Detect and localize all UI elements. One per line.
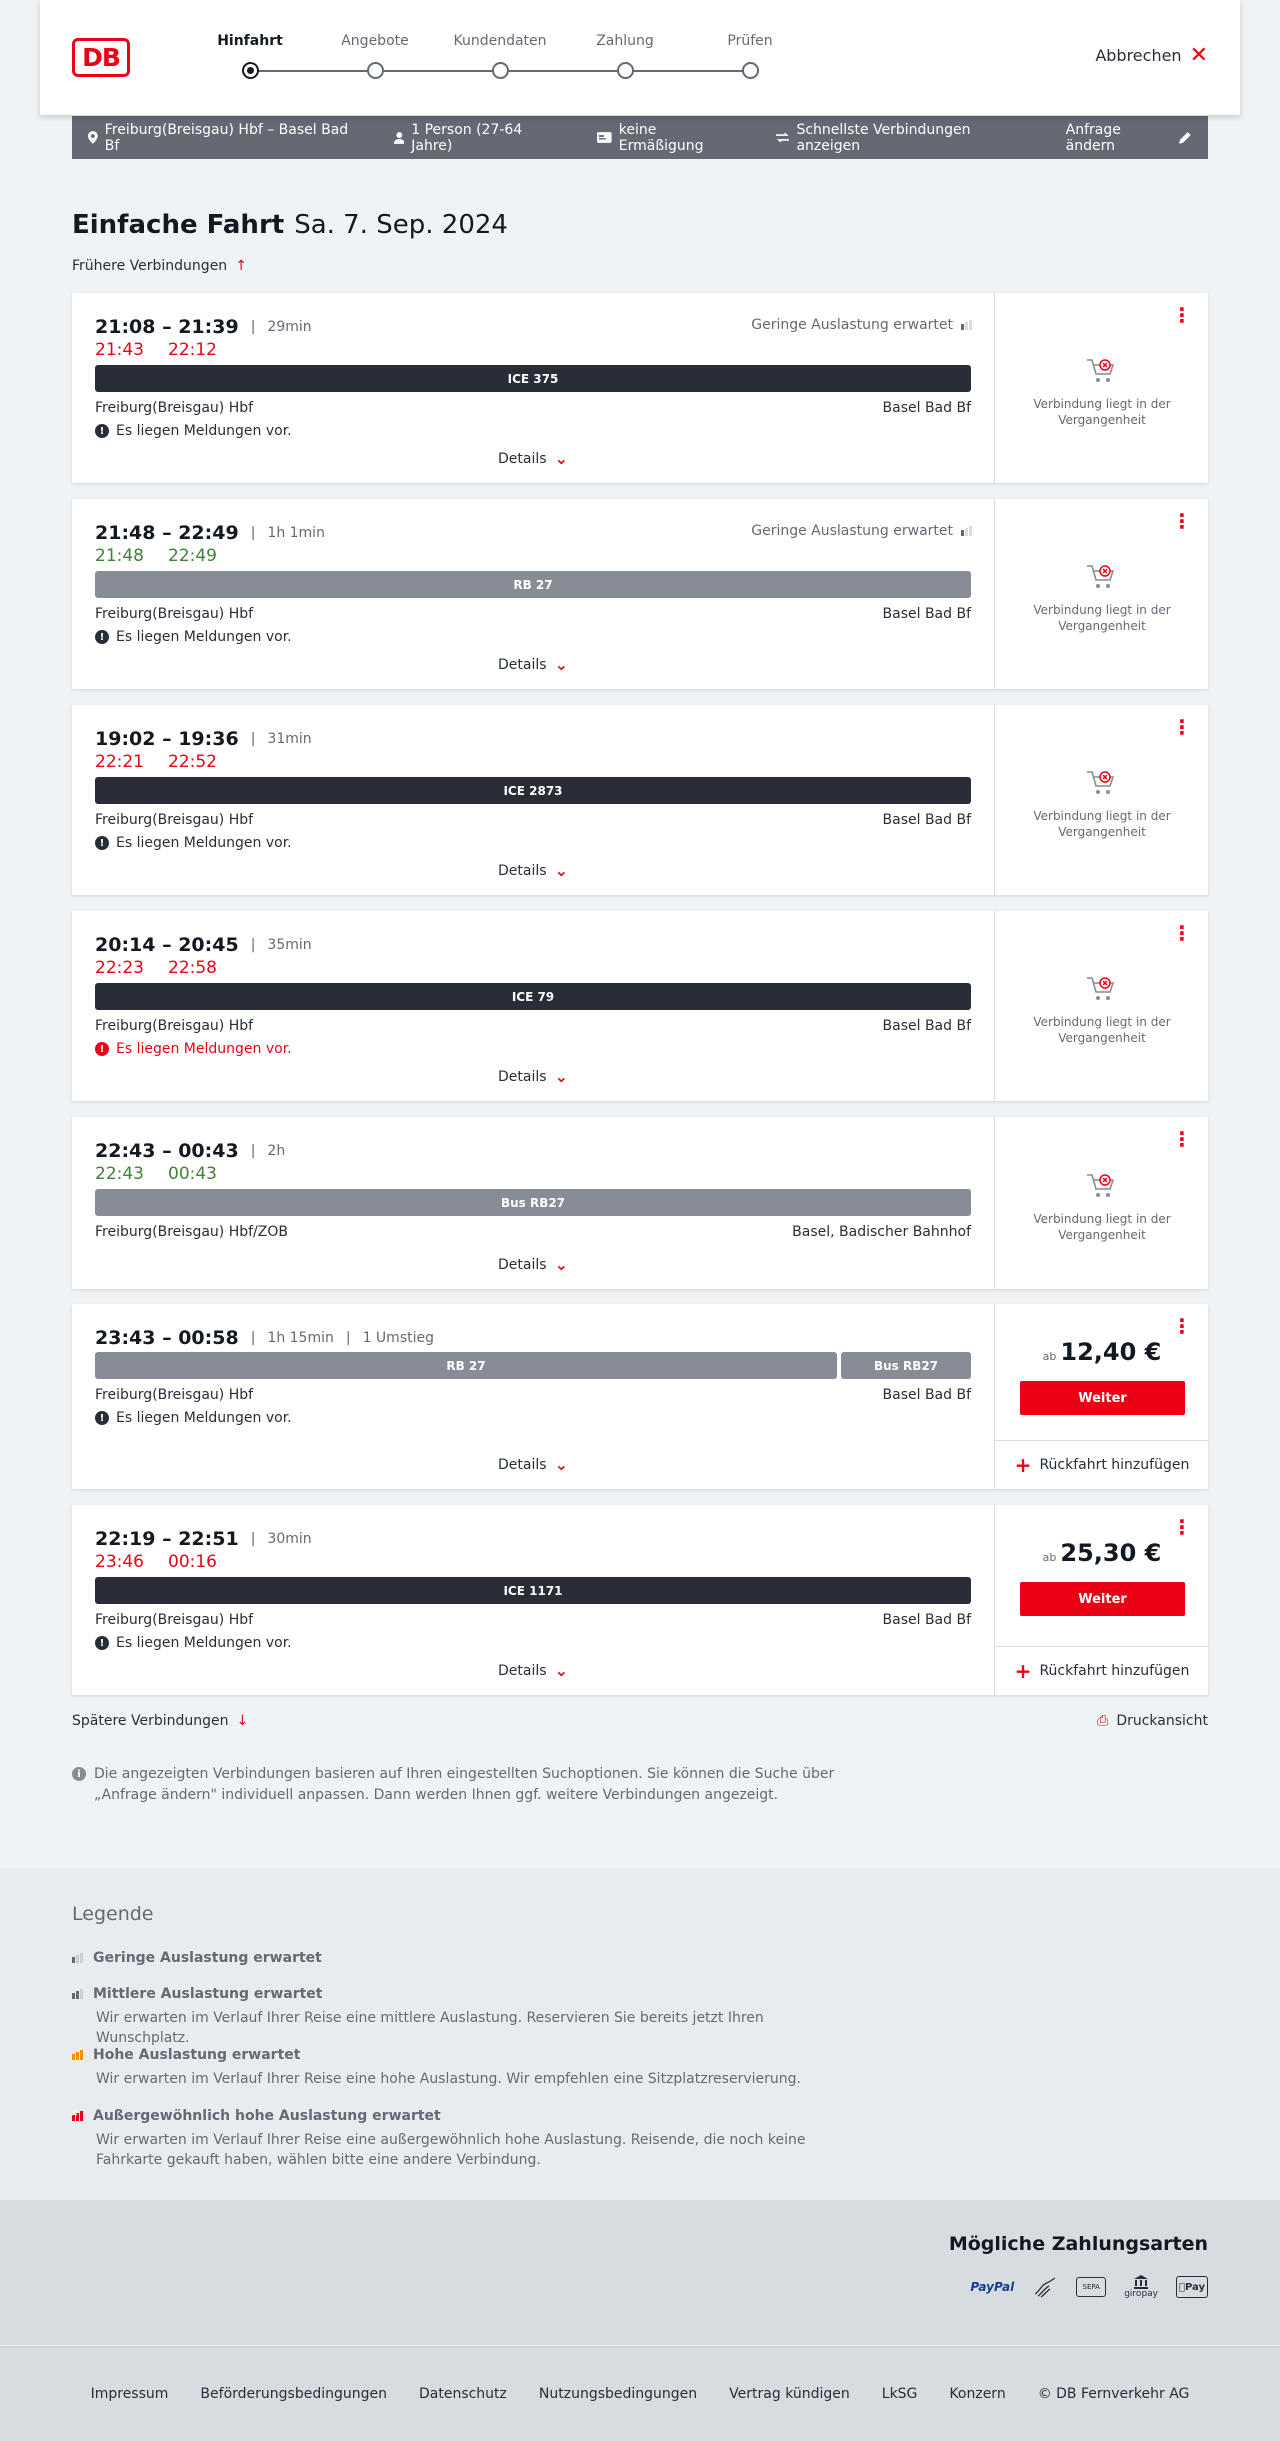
train-segment[interactable]: Bus RB27: [841, 1352, 971, 1379]
past-connection-info: [995, 562, 1209, 634]
occupancy-level-icon: [72, 2050, 83, 2060]
past-connection-info: [995, 974, 1209, 1046]
print-view-link[interactable]: [1097, 1713, 1208, 1729]
connection-card[interactable]: [72, 1117, 1208, 1289]
connection-times: [95, 728, 312, 750]
planned-times: 22:43 – 00:43: [95, 1140, 239, 1162]
duration: 1h 15min: [267, 1330, 334, 1346]
train-segments: [95, 571, 971, 598]
info-icon: i: [72, 1767, 86, 1781]
continue-button[interactable]: Weiter: [1020, 1381, 1185, 1415]
past-connection-text: Verbindung liegt in der Vergangenheit: [1033, 1015, 1171, 1045]
step-4-label: Zahlung: [596, 33, 654, 49]
legend-item: [72, 2108, 836, 2170]
connection-times: [95, 1528, 312, 1550]
destination-station: Basel Bad Bf: [882, 1387, 971, 1403]
connection-times: [95, 1140, 285, 1162]
footer-link[interactable]: Impressum: [90, 2386, 169, 2402]
occupancy-low-icon: [961, 526, 972, 536]
offer-panel: [994, 1505, 1208, 1695]
train-segments: [95, 1577, 971, 1604]
offer-panel: [994, 705, 1208, 895]
connection-card[interactable]: [72, 1505, 1208, 1695]
divider: |: [345, 1330, 351, 1346]
duration: 35min: [267, 937, 312, 953]
step-1-marker: [242, 62, 259, 79]
details-toggle[interactable]: [72, 1661, 994, 1680]
edit-request-button[interactable]: [1066, 122, 1192, 154]
notice-text: Es liegen Meldungen vor.: [116, 835, 292, 851]
notice-message[interactable]: [95, 1410, 292, 1426]
info-text: Die angezeigten Verbindungen basieren auf Ihren eingestellten Suchoptionen. Sie können die Suche über „Anfrage ändern" individuell anpassen. Dann werden Ihnen ggf. weitere Verbindungen angezeigt.: [94, 1766, 835, 1803]
connection-times: [95, 1327, 434, 1349]
price: [995, 1539, 1209, 1567]
legend-heading: Legende: [72, 1903, 154, 1925]
realtime-times: [95, 340, 217, 360]
chevron-down-icon: ⌄: [554, 1455, 568, 1474]
alert-icon: !: [95, 1042, 109, 1056]
destination-station: Basel Bad Bf: [882, 1018, 971, 1034]
details-toggle[interactable]: [72, 1455, 994, 1474]
stations: [95, 1612, 971, 1628]
realtime-arrival: 00:43: [168, 1164, 217, 1184]
realtime-arrival: 22:52: [168, 752, 217, 772]
notice-message[interactable]: [95, 1635, 292, 1651]
connection-info: [72, 1505, 994, 1695]
chevron-down-icon: ⌄: [554, 861, 568, 880]
past-connection-text: Verbindung liegt in der Vergangenheit: [1033, 397, 1171, 427]
duration: 29min: [267, 319, 312, 335]
realtime-departure: 21:48: [95, 546, 144, 566]
more-options-icon[interactable]: ⋮: [1172, 1515, 1192, 1539]
connection-info: [72, 705, 994, 895]
header: [40, 0, 1240, 115]
swap-arrows-icon: [776, 132, 790, 143]
origin-station: Freiburg(Breisgau) Hbf/ZOB: [95, 1224, 288, 1240]
step-2-marker: [367, 62, 384, 79]
edit-request-label: Anfrage ändern: [1065, 121, 1121, 154]
cart-unavailable-icon: [1085, 1171, 1119, 1201]
past-connection-info: [995, 356, 1209, 428]
summary-route: [88, 122, 360, 154]
occupancy-label: Geringe Auslastung erwartet: [751, 523, 953, 539]
connection-info: [72, 499, 994, 689]
plus-icon: +: [1014, 1453, 1032, 1477]
trip-date: Sa. 7. Sep. 2024: [294, 210, 508, 240]
origin-station: Freiburg(Breisgau) Hbf: [95, 812, 254, 828]
discount-text: keine Ermäßigung: [618, 121, 704, 154]
notice-message[interactable]: [95, 1041, 292, 1057]
notice-text: Es liegen Meldungen vor.: [116, 1635, 292, 1651]
alert-icon: !: [95, 1636, 109, 1650]
continue-button[interactable]: Weiter: [1020, 1582, 1185, 1616]
details-label: Details: [498, 450, 547, 467]
train-segments: [95, 1189, 971, 1216]
connection-card[interactable]: [72, 499, 1208, 689]
offer-panel: [994, 1117, 1208, 1289]
connection-card[interactable]: [72, 1304, 1208, 1489]
offer-panel: [994, 499, 1208, 689]
divider: |: [250, 525, 256, 541]
more-options-icon[interactable]: ⋮: [1172, 303, 1192, 327]
planned-times: 20:14 – 20:45: [95, 934, 239, 956]
train-segment[interactable]: ICE 2873: [95, 777, 971, 804]
step-1-label: Hinfahrt: [217, 33, 283, 49]
footer-link[interactable]: © DB Fernverkehr AG: [1037, 2386, 1190, 2402]
stations: [95, 1224, 971, 1240]
details-label: Details: [498, 1662, 547, 1679]
details-toggle[interactable]: [72, 655, 994, 674]
train-segment[interactable]: ICE 79: [95, 983, 971, 1010]
chevron-down-icon: ⌄: [554, 1661, 568, 1680]
cart-unavailable-icon: [1085, 974, 1119, 1004]
connection-card[interactable]: [72, 293, 1208, 483]
legend-title: Hohe Auslastung erwartet: [93, 2047, 301, 2063]
occupancy-low-icon: [961, 320, 972, 330]
footer-link[interactable]: Datenschutz: [418, 2386, 507, 2402]
legend-item: [72, 1950, 322, 1966]
step-5-marker: [742, 62, 759, 79]
cancel-button[interactable]: [1095, 42, 1208, 68]
info-note: [72, 1764, 872, 1806]
more-options-icon[interactable]: ⋮: [1172, 509, 1192, 533]
occupancy-info: [751, 317, 972, 333]
connection-times: [95, 522, 325, 544]
connection-info: [72, 911, 994, 1101]
search-summary-bar: [72, 116, 1208, 159]
divider: |: [250, 1143, 256, 1159]
details-toggle[interactable]: [72, 1067, 994, 1086]
step-5-label: Prüfen: [727, 33, 773, 49]
stations: [95, 1387, 971, 1403]
details-toggle[interactable]: [72, 449, 994, 468]
connection-card[interactable]: [72, 705, 1208, 895]
stations: [95, 400, 971, 416]
persons-text: 1 Person (27-64 Jahre): [411, 121, 523, 154]
train-segment[interactable]: RB 27: [95, 571, 971, 598]
price-value: 12,40 €: [1060, 1338, 1162, 1366]
details-toggle[interactable]: [72, 1255, 994, 1274]
chevron-down-icon: ⌄: [554, 1067, 568, 1086]
fastest-text: Schnellste Verbindungen anzeigen: [796, 121, 971, 154]
divider: |: [250, 937, 256, 953]
more-options-icon[interactable]: ⋮: [1172, 715, 1192, 739]
details-label: Details: [498, 1456, 547, 1473]
connection-info: [72, 1117, 994, 1289]
connection-card[interactable]: [72, 911, 1208, 1101]
chevron-down-icon: ⌄: [554, 655, 568, 674]
alert-icon: !: [95, 630, 109, 644]
destination-station: Basel Bad Bf: [882, 400, 971, 416]
train-segments: [95, 1352, 971, 1379]
more-options-icon[interactable]: ⋮: [1172, 921, 1192, 945]
alert-icon: !: [95, 836, 109, 850]
giropay-icon: giropay: [1124, 2272, 1158, 2302]
past-connection-text: Verbindung liegt in der Vergangenheit: [1033, 809, 1171, 839]
offer-panel: [994, 911, 1208, 1101]
train-segments: [95, 777, 971, 804]
notice-text: Es liegen Meldungen vor.: [116, 629, 292, 645]
db-logo[interactable]: DB: [72, 38, 130, 77]
trip-type: Einfache Fahrt: [72, 210, 285, 240]
connection-times: [95, 934, 312, 956]
add-return-trip-button[interactable]: [995, 1440, 1209, 1489]
chevron-down-icon: ⌄: [554, 1255, 568, 1274]
planned-times: 23:43 – 00:58: [95, 1327, 239, 1349]
earlier-connections-link[interactable]: [72, 258, 247, 274]
person-icon: [394, 132, 405, 144]
realtime-departure: 22:21: [95, 752, 144, 772]
planned-times: 21:48 – 22:49: [95, 522, 239, 544]
step-3-marker: [492, 62, 509, 79]
printer-icon: ⎙: [1097, 1713, 1109, 1729]
add-return-label: Rückfahrt hinzufügen: [1039, 1457, 1190, 1473]
connection-times: [95, 316, 312, 338]
credit-card-icon: [1032, 2275, 1058, 2299]
earlier-label: Frühere Verbindungen: [72, 258, 228, 274]
footer-link[interactable]: Beförderungsbedingungen: [200, 2386, 387, 2402]
route-text: Freiburg(Breisgau) Hbf – Basel Bad Bf: [104, 121, 349, 154]
print-label: Druckansicht: [1116, 1713, 1208, 1729]
alert-icon: !: [95, 424, 109, 438]
origin-station: Freiburg(Breisgau) Hbf: [95, 1387, 254, 1403]
past-connection-text: Verbindung liegt in der Vergangenheit: [1033, 603, 1171, 633]
occupancy-level-icon: [72, 1953, 83, 1963]
price-value: 25,30 €: [1060, 1539, 1162, 1567]
realtime-times: [95, 1552, 217, 1572]
details-label: Details: [498, 862, 547, 879]
later-connections-link[interactable]: [72, 1713, 248, 1729]
payment-section: [0, 2200, 1280, 2345]
train-segments: [95, 983, 971, 1010]
destination-station: Basel Bad Bf: [882, 606, 971, 622]
train-segment[interactable]: Bus RB27: [95, 1189, 971, 1216]
past-connection-info: [995, 1171, 1209, 1243]
duration: 31min: [267, 731, 312, 747]
notice-message[interactable]: [95, 423, 292, 439]
bahncard-icon: [597, 132, 612, 143]
origin-station: Freiburg(Breisgau) Hbf: [95, 606, 254, 622]
legend-title: Geringe Auslastung erwartet: [93, 1950, 322, 1966]
realtime-arrival: 22:12: [168, 340, 217, 360]
cart-unavailable-icon: [1085, 356, 1119, 386]
legend-item: [72, 2047, 836, 2089]
stations: [95, 1018, 971, 1034]
footer: [0, 2346, 1280, 2441]
more-options-icon[interactable]: ⋮: [1172, 1127, 1192, 1151]
stations: [95, 812, 971, 828]
divider: |: [250, 1330, 256, 1346]
train-segment[interactable]: RB 27: [95, 1352, 837, 1379]
realtime-departure: 22:23: [95, 958, 144, 978]
payment-methods: [970, 2272, 1208, 2302]
notice-text: Es liegen Meldungen vor.: [116, 423, 292, 439]
destination-station: Basel Bad Bf: [882, 1612, 971, 1628]
chevron-down-icon: ⌄: [554, 449, 568, 468]
more-options-icon[interactable]: ⋮: [1172, 1314, 1192, 1338]
planned-times: 22:19 – 22:51: [95, 1528, 239, 1550]
legend-description: Wir erwarten im Verlauf Ihrer Reise eine außergewöhnlich hohe Auslastung. Reisende, die noch keine Fahrkarte gekauft haben, wählen bitte eine andere Verbindung.: [96, 2132, 806, 2168]
origin-station: Freiburg(Breisgau) Hbf: [95, 400, 254, 416]
duration: 2h: [267, 1143, 286, 1159]
connection-info: [72, 1304, 994, 1489]
origin-station: Freiburg(Breisgau) Hbf: [95, 1018, 254, 1034]
step-4-marker: [617, 62, 634, 79]
planned-times: 21:08 – 21:39: [95, 316, 239, 338]
occupancy-info: [751, 523, 972, 539]
plus-icon: +: [1014, 1659, 1032, 1683]
price-prefix: ab: [1042, 1350, 1057, 1363]
duration: 30min: [267, 1531, 312, 1547]
occupancy-level-icon: [72, 1989, 83, 1999]
realtime-times: [95, 752, 217, 772]
price: [995, 1338, 1209, 1366]
paypal-icon: PayPal: [970, 2280, 1015, 2294]
legend-title: Außergewöhnlich hohe Auslastung erwartet: [93, 2108, 441, 2124]
details-toggle[interactable]: [72, 861, 994, 880]
step-2-label: Angebote: [341, 33, 409, 49]
details-label: Details: [498, 656, 547, 673]
footer-link[interactable]: Nutzungsbedingungen: [538, 2386, 698, 2402]
realtime-times: [95, 1164, 217, 1184]
realtime-times: [95, 546, 217, 566]
origin-station: Freiburg(Breisgau) Hbf: [95, 1612, 254, 1628]
alert-icon: !: [95, 1411, 109, 1425]
realtime-departure: 22:43: [95, 1164, 144, 1184]
summary-persons: [394, 122, 564, 154]
details-label: Details: [498, 1256, 547, 1273]
footer-link[interactable]: Vertrag kündigen: [729, 2386, 850, 2402]
destination-station: Basel Bad Bf: [882, 812, 971, 828]
legend-description: Wir erwarten im Verlauf Ihrer Reise eine hohe Auslastung. Wir empfehlen eine Sitzplatzreservierung.: [96, 2071, 801, 2087]
past-connection-info: [995, 768, 1209, 840]
payment-heading: Mögliche Zahlungsarten: [948, 2233, 1208, 2255]
legend-section: [0, 1868, 1280, 2200]
connection-info: [72, 293, 994, 483]
cart-unavailable-icon: [1085, 562, 1119, 592]
realtime-arrival: 00:16: [168, 1552, 217, 1572]
progress-steps: [210, 0, 773, 115]
legend-description: Wir erwarten im Verlauf Ihrer Reise eine mittlere Auslastung. Reservieren Sie bereits jetzt Ihren Wunschplatz.: [96, 2010, 764, 2046]
apple-pay-icon: Pay: [1176, 2276, 1208, 2298]
location-pin-icon: [88, 131, 98, 144]
notice-text: Es liegen Meldungen vor.: [116, 1410, 292, 1426]
legend-title: Mittlere Auslastung erwartet: [93, 1986, 323, 2002]
summary-discount: [597, 122, 742, 154]
notice-message[interactable]: [95, 629, 292, 645]
train-segment[interactable]: ICE 1171: [95, 1577, 971, 1604]
sepa-icon: SEPA: [1076, 2277, 1106, 2297]
realtime-arrival: 22:58: [168, 958, 217, 978]
footer-link[interactable]: LkSG: [881, 2386, 918, 2402]
pencil-icon: [1179, 131, 1192, 144]
notice-message[interactable]: [95, 835, 292, 851]
summary-fastest: [776, 122, 1032, 154]
footer-link[interactable]: Konzern: [949, 2386, 1006, 2402]
stations: [95, 606, 971, 622]
realtime-arrival: 22:49: [168, 546, 217, 566]
offer-panel: [994, 293, 1208, 483]
realtime-departure: 21:43: [95, 340, 144, 360]
duration: 1h 1min: [267, 525, 325, 541]
train-segment[interactable]: ICE 375: [95, 365, 971, 392]
details-label: Details: [498, 1068, 547, 1085]
notice-text: Es liegen Meldungen vor.: [116, 1041, 292, 1057]
realtime-departure: 23:46: [95, 1552, 144, 1572]
offer-panel: [994, 1304, 1208, 1489]
close-icon: ✕: [1189, 42, 1208, 68]
arrow-down-icon: ↓: [236, 1713, 249, 1729]
occupancy-label: Geringe Auslastung erwartet: [751, 317, 953, 333]
transfers: 1 Umstieg: [362, 1330, 434, 1346]
cancel-label: Abbrechen: [1095, 46, 1182, 65]
price-prefix: ab: [1042, 1551, 1057, 1564]
occupancy-level-icon: ✕: [72, 2111, 83, 2121]
planned-times: 19:02 – 19:36: [95, 728, 239, 750]
divider: |: [250, 1531, 256, 1547]
later-label: Spätere Verbindungen: [72, 1713, 229, 1729]
legend-item: [72, 1986, 836, 2048]
step-3-label: Kundendaten: [453, 33, 547, 49]
past-connection-text: Verbindung liegt in der Vergangenheit: [1033, 1212, 1171, 1242]
realtime-times: [95, 958, 217, 978]
add-return-label: Rückfahrt hinzufügen: [1039, 1663, 1190, 1679]
page-title: [72, 210, 508, 240]
add-return-trip-button[interactable]: [995, 1646, 1209, 1695]
cart-unavailable-icon: [1085, 768, 1119, 798]
arrow-up-icon: ↑: [235, 258, 247, 274]
destination-station: Basel, Badischer Bahnhof: [792, 1224, 971, 1240]
divider: |: [250, 319, 256, 335]
train-segments: [95, 365, 971, 392]
divider: |: [250, 731, 256, 747]
